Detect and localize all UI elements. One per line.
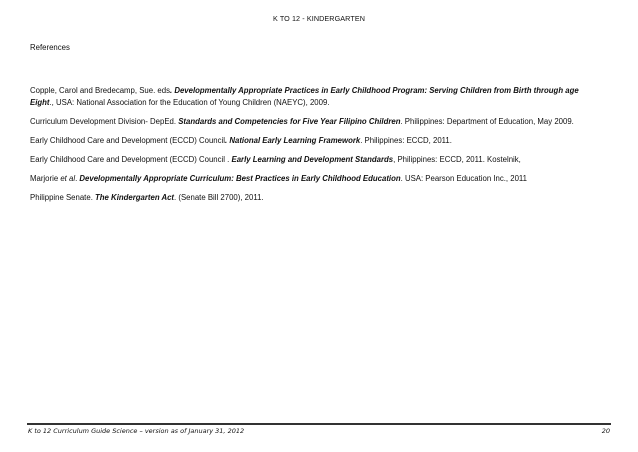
reference-publisher: , Philippines: ECCD, 2011. Kostelnik, (393, 155, 521, 164)
footer-text: K to 12 Curriculum Guide Science – version as of January 31, 2012 (28, 427, 245, 435)
reference-authors: Marjorie (30, 174, 61, 183)
reference-title: The Kindergarten Act (95, 193, 175, 202)
reference-entry (30, 173, 590, 185)
reference-et-al: et al (60, 174, 76, 183)
page-number: 20 (601, 427, 610, 435)
reference-entry (30, 192, 590, 204)
reference-entry (30, 116, 590, 128)
reference-publisher: ., USA: National Association for the Education of Young Children (NAEYC), 2009. (49, 98, 330, 107)
footer-divider (27, 423, 611, 425)
reference-entry (30, 154, 590, 166)
page-header: K TO 12 - KINDERGARTEN (272, 14, 366, 23)
reference-authors: Philippine Senate. (30, 193, 96, 202)
reference-publisher: . USA: Pearson Education Inc., 2011 (400, 174, 528, 183)
reference-publisher: . Philippines: ECCD, 2011. (360, 136, 452, 145)
reference-title: Early Learning and Development Standards (231, 155, 394, 164)
references-heading: References (30, 43, 70, 52)
reference-publisher: . (Senate Bill 2700), 2011. (174, 193, 264, 202)
reference-authors: Early Childhood Care and Development (ECCD) Council (30, 136, 226, 145)
reference-entry (30, 135, 590, 147)
reference-entry (30, 85, 590, 109)
reference-authors: Early Childhood Care and Development (ECCD) Council . (30, 155, 232, 164)
reference-title: Standards and Competencies for Five Year Filipino Children (178, 117, 401, 126)
reference-title: Developmentally Appropriate Curriculum: Best Practices in Early Childhood Education (79, 174, 401, 183)
reference-authors: Copple, Carol and Bredecamp, Sue. eds (30, 86, 170, 95)
reference-authors: Curriculum Development Division- DepEd. (30, 117, 179, 126)
reference-title: . Developmentally Appropriate Practices in Early Childhood Program: Serving Children from Birth through age Eight (30, 86, 579, 107)
reference-separator: . (75, 174, 80, 183)
reference-title: . National Early Learning Framework (225, 136, 361, 145)
reference-list (30, 85, 590, 211)
reference-publisher: . Philippines: Department of Education, May 2009. (400, 117, 574, 126)
